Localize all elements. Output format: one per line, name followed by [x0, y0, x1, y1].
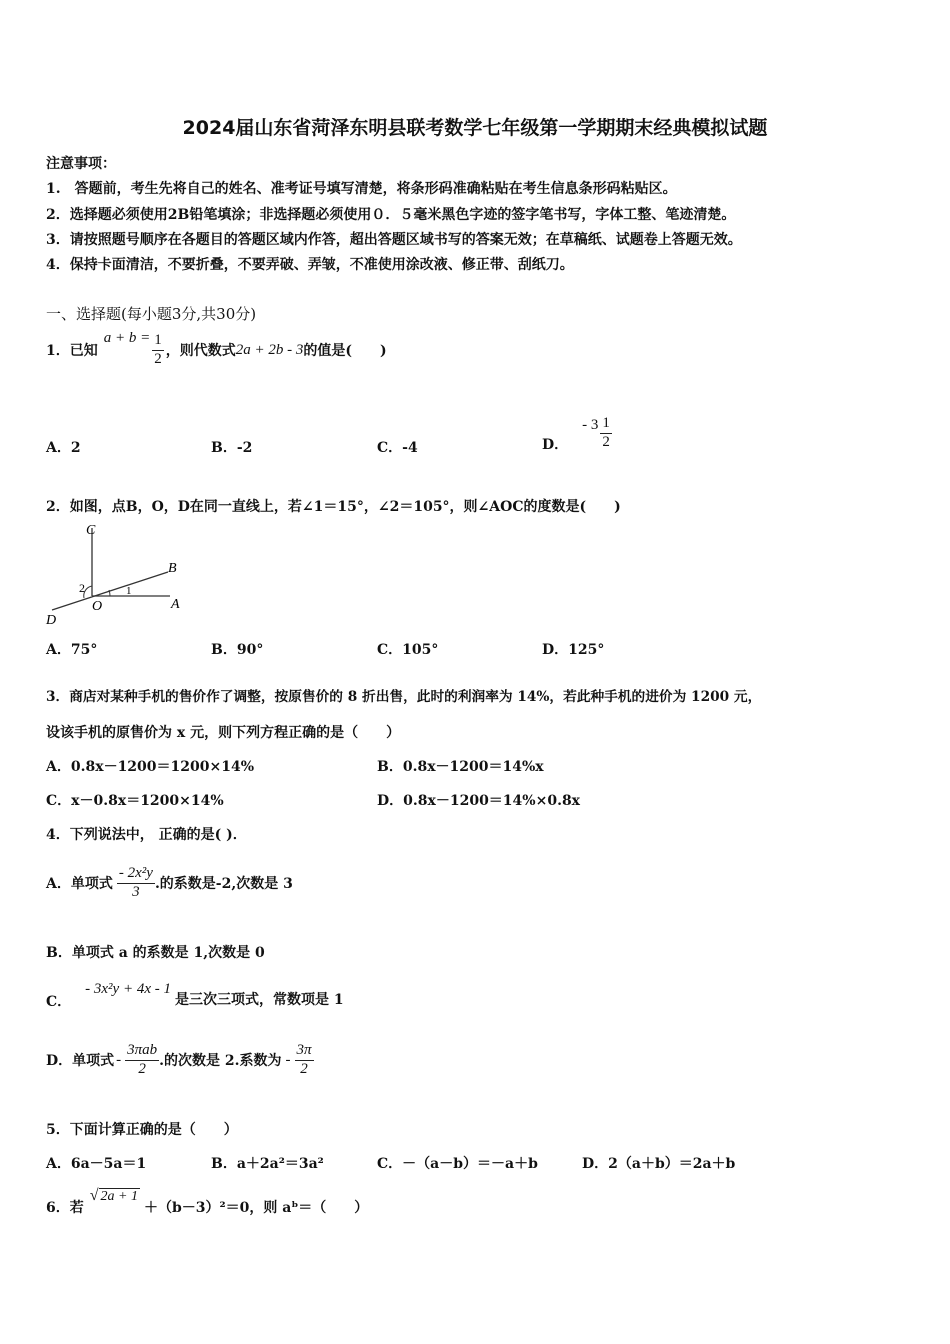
- q1-option-c[interactable]: C．-4: [377, 440, 418, 456]
- question-3-line-2: 设该手机的原售价为 x 元，则下列方程正确的是（ ）: [46, 725, 401, 741]
- q5-option-d[interactable]: D．2（a＋b）＝2a＋b: [582, 1156, 736, 1172]
- q1-frac-den: 2: [154, 350, 162, 367]
- page-title: 2024届山东省菏泽东明县联考数学七年级第一学期期末经典模拟试题: [182, 117, 768, 139]
- q1-expression: 2a + 2b - 3: [235, 341, 304, 358]
- question-5: 5．下面计算正确的是（ ）: [46, 1122, 238, 1138]
- q6-sqrt: [90, 1187, 140, 1205]
- q4-d-fraction-2: [295, 1042, 314, 1078]
- q3-option-d[interactable]: D．0.8x－1200＝14%×0.8x: [377, 793, 581, 809]
- question-1: [46, 328, 387, 372]
- q1-option-d-fraction: [600, 415, 612, 451]
- q1-d-num: 1: [600, 415, 612, 433]
- q6-prefix: 6．若: [46, 1200, 84, 1216]
- label-angle-2: 2: [79, 581, 85, 595]
- q2-option-a[interactable]: A．75°: [46, 642, 98, 658]
- q4-a-suffix: .的系数是-2,次数是 3: [154, 876, 293, 892]
- q4-a-fraction: [117, 865, 155, 901]
- question-3-line-1: 3．商店对某种手机的售价作了调整，按原售价的 8 折出售，此时的利润率为 14%，若此种手机的进价为 1200 元，: [46, 689, 762, 705]
- q3-option-a[interactable]: A．0.8x－1200＝1200×14%: [46, 759, 255, 775]
- q1-middle: ，则代数式: [165, 343, 236, 359]
- q5-option-a[interactable]: A．6a－5a＝1: [46, 1156, 147, 1172]
- question-2: 2．如图，点B，O，D在同一直线上，若∠1＝15°，∠2＝105°，则∠AOC的度数是( ): [46, 499, 621, 515]
- q4-c-label: C．: [46, 994, 72, 1010]
- q4-d-den: 2: [138, 1060, 146, 1077]
- q2-option-c[interactable]: C．105°: [377, 642, 439, 658]
- q4-a-num: - 2x²y: [117, 865, 155, 883]
- q4-c-suffix: 是三次三项式，常数项是 1: [175, 992, 344, 1008]
- q2-option-d[interactable]: D．125°: [542, 642, 605, 658]
- q1-option-b[interactable]: B．-2: [211, 440, 253, 456]
- q4-a-den: 3: [132, 883, 140, 900]
- notice-heading: 注意事项：: [46, 156, 116, 172]
- label-a: A: [171, 597, 180, 612]
- q2-option-b[interactable]: B．90°: [211, 642, 264, 658]
- q1-prefix: 1．已知: [46, 343, 98, 359]
- q1-option-d-label: D．: [542, 437, 569, 453]
- q1-d-den: 2: [602, 433, 610, 450]
- q4-option-c[interactable]: [46, 978, 344, 1012]
- notice-item: 4．保持卡面清洁，不要折叠，不要弄破、弄皱，不准使用涂改液、修正带、刮纸刀。: [46, 257, 574, 273]
- q2-figure: [44, 520, 184, 628]
- q1-suffix: 的值是( ): [303, 343, 387, 359]
- notice-item: 2．选择题必须使用2B铅笔填涂；非选择题必须使用０．５毫米黑色字迹的签字笔书写，字体工整、笔迹清楚。: [46, 207, 736, 223]
- q4-c-expression: - 3x²y + 4x - 1: [85, 980, 171, 997]
- q1-frac-num: 1: [152, 332, 164, 350]
- label-c: C: [86, 523, 96, 538]
- notice-item: 1. 答题前，考生先将自己的姓名、准考证号填写清楚，将条形码准确粘贴在考生信息条形码粘贴区。: [46, 181, 677, 197]
- section-heading: 一、选择题(每小题3分,共30分): [46, 305, 257, 323]
- label-d: D: [46, 613, 57, 628]
- label-b: B: [168, 561, 177, 576]
- q4-d-fraction: [125, 1042, 159, 1078]
- q1-equation: a + b =: [103, 329, 151, 346]
- q1-fraction: [152, 332, 164, 368]
- sqrt-icon: √: [89, 1187, 99, 1204]
- q4-d-den-2: 2: [300, 1060, 308, 1077]
- q4-d-middle: .的次数是 2.系数为: [159, 1053, 282, 1069]
- q4-a-label: A．单项式: [46, 876, 113, 892]
- q4-d-num-2: 3π: [295, 1042, 314, 1060]
- q3-option-b[interactable]: B．0.8x－1200＝14%x: [377, 759, 544, 775]
- line-bd: [52, 572, 168, 610]
- q4-d-sign: -: [116, 1051, 122, 1068]
- notice-item: 3．请按照题号顺序在各题目的答题区域内作答，超出答题区域书写的答案无效；在草稿纸、试题卷上答题无效。: [46, 232, 742, 248]
- q3-option-c[interactable]: C．x－0.8x＝1200×14%: [46, 793, 224, 809]
- q4-d-label: D．单项式: [46, 1053, 115, 1069]
- q4-option-d[interactable]: [46, 1035, 314, 1085]
- label-angle-1: 1: [126, 585, 132, 597]
- q6-radicand: 2a + 1: [100, 1189, 138, 1204]
- q4-option-b[interactable]: B．单项式 a 的系数是 1,次数是 0: [46, 945, 265, 961]
- q1-option-a[interactable]: A．2: [46, 440, 81, 456]
- q5-option-b[interactable]: B．a＋2a²＝3a²: [211, 1156, 324, 1172]
- q4-d-num: 3πab: [125, 1042, 159, 1060]
- q4-option-a[interactable]: [46, 858, 293, 908]
- question-4: 4．下列说法中， 正确的是( )．: [46, 827, 247, 843]
- q1-option-d[interactable]: [542, 410, 612, 456]
- q4-d-sign-2: -: [285, 1051, 291, 1068]
- q1-option-d-whole: - 3: [582, 416, 599, 433]
- question-6: [46, 1186, 368, 1220]
- label-o: O: [92, 599, 103, 614]
- q5-option-c[interactable]: C．－（a－b）＝－a＋b: [377, 1156, 538, 1172]
- q6-suffix: ＋（b－3）²＝0，则 aᵇ＝（ ）: [143, 1200, 369, 1216]
